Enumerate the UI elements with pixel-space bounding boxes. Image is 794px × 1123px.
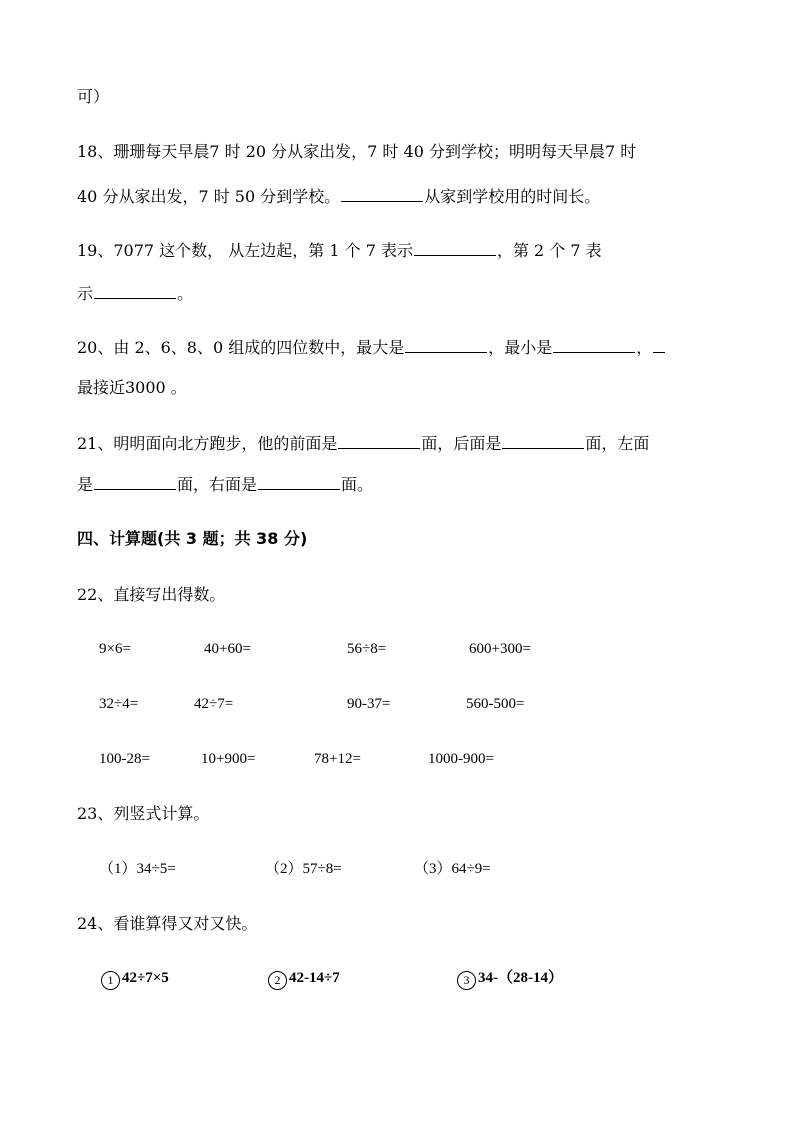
q21-text-f: 面。 [341, 475, 374, 494]
q21-answer-blank-3[interactable] [94, 474, 176, 490]
q21-answer-blank-4[interactable] [258, 474, 340, 490]
q19-line-1 [77, 240, 602, 261]
q24-expression: 34-（28-14） [478, 970, 563, 986]
q18-line-1: 18、珊珊每天早晨7 时 20 分从家出发，7 时 40 分到学校；明明每天早晨7 时 [77, 142, 637, 161]
q20-answer-blank-1[interactable] [405, 337, 487, 353]
q24-item [101, 968, 169, 990]
q21-text-b: 面，后面是 [421, 434, 502, 453]
q19-text-c: 示 [77, 284, 94, 303]
q24-expression: 42÷7×5 [122, 970, 169, 986]
q22-item: 600+300= [469, 641, 531, 657]
q20-text-c: ， [636, 338, 653, 357]
q23-item: （1）34÷5= [99, 861, 176, 877]
q18-answer-blank[interactable] [341, 186, 423, 202]
q22-item: 90-37= [347, 696, 391, 712]
q23-item: （2）57÷8= [265, 861, 342, 877]
q24-item [268, 968, 340, 990]
q21-line-2 [77, 474, 373, 495]
q20-answer-blank-2[interactable] [553, 337, 635, 353]
q20-line-2: 最接近3000 。 [77, 378, 187, 397]
q20-answer-blank-3[interactable] [653, 337, 665, 353]
q19-text-a: 19、7077 这个数， 从左边起，第 1 个 7 表示 [77, 241, 413, 260]
q23-title: 23、列竖式计算。 [77, 804, 210, 823]
q22-item: 10+900= [201, 751, 256, 767]
section-4-heading: 四、计算题(共 3 题；共 38 分) [77, 529, 308, 548]
q23-item: （3）64÷9= [414, 861, 491, 877]
q22-item: 42÷7= [194, 696, 234, 712]
q22-item: 9×6= [99, 641, 131, 657]
q22-item: 32÷4= [99, 696, 139, 712]
q20-text-a: 20、由 2、6、8、0 组成的四位数中，最大是 [77, 338, 405, 357]
q21-text-d: 是 [77, 475, 94, 494]
q18-text-b: 从家到学校用的时间长。 [424, 187, 601, 206]
q20-text-b: ，最小是 [488, 338, 553, 357]
q19-answer-blank-1[interactable] [414, 240, 496, 256]
q18-text-a: 40 分从家出发，7 时 50 分到学校。 [77, 187, 341, 206]
q21-text-e: 面，右面是 [177, 475, 258, 494]
previous-question-fragment: 可） [77, 87, 110, 106]
q22-item: 560-500= [466, 696, 525, 712]
q21-text-a: 21、明明面向北方跑步，他的前面是 [77, 434, 338, 453]
q24-expression: 42-14÷7 [289, 970, 340, 986]
q20-line-1 [77, 337, 666, 358]
q22-item: 100-28= [99, 751, 150, 767]
q21-line-1 [77, 433, 649, 454]
q19-line-2 [77, 283, 193, 304]
q18-line-2 [77, 186, 600, 207]
q24-title: 24、看谁算得又对又快。 [77, 914, 258, 933]
q22-item: 40+60= [204, 641, 251, 657]
q22-item: 56÷8= [347, 641, 387, 657]
q22-item: 78+12= [314, 751, 361, 767]
q22-title: 22、直接写出得数。 [77, 585, 226, 604]
circled-number-2-icon: 2 [268, 971, 287, 990]
q21-answer-blank-1[interactable] [338, 433, 420, 449]
q21-answer-blank-2[interactable] [502, 433, 584, 449]
q21-text-c: 面，左面 [585, 434, 650, 453]
q22-item: 1000-900= [428, 751, 494, 767]
q19-text-d: 。 [177, 284, 194, 303]
q19-text-b: ，第 2 个 7 表 [496, 241, 602, 260]
q19-answer-blank-2[interactable] [94, 283, 176, 299]
q24-item [457, 968, 563, 990]
circled-number-1-icon: 1 [101, 971, 120, 990]
circled-number-3-icon: 3 [457, 971, 476, 990]
